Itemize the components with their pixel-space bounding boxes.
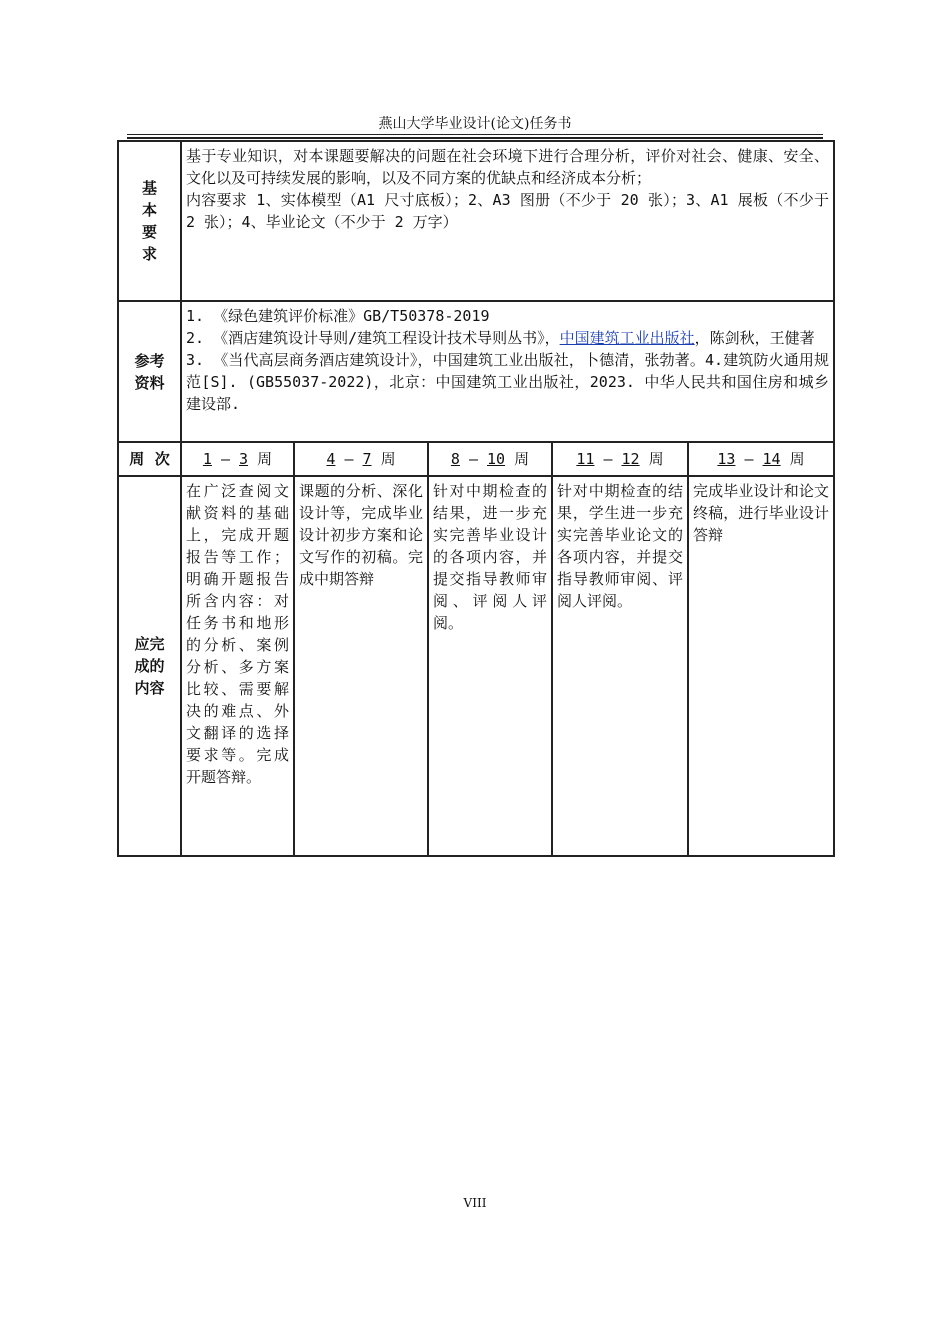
content-cell-week-8-10: 针对中期检查的结果，进一步充实完善毕业设计的各项内容，并提交指导教师审阅、评阅人评阅。 [428, 476, 552, 856]
reference-item-2: 2. 《酒店建筑设计导则/建筑工程设计技术导则丛书》，中国建筑工业出版社，陈剑秋，王健著 [186, 329, 815, 347]
week-range-3: 8 — 10 周 [428, 442, 552, 476]
basic-requirements-row [118, 141, 834, 301]
basic-requirements-line: 内容要求 1、实体模型（A1 尺寸底板）；2、A3 图册（不少于 20 张）；3、A1 展板（不少于 2 张）；4、毕业论文（不少于 2 万字） [186, 191, 830, 231]
content-cell-week-4-7: 课题的分析、深化设计等，完成毕业设计初步方案和论文写作的初稿。完成中期答辩 [294, 476, 428, 856]
content-label: 应完 成的 内容 [118, 476, 181, 856]
weeks-row [118, 442, 834, 476]
content-cell-week-1-3: 在广泛查阅文献资料的基础上，完成开题报告等工作；明确开题报告所含内容：对任务书和地形的分析、案例分析、多方案比较、需要解决的难点、外文翻译的选择要求等。完成开题答辩。 [181, 476, 294, 856]
weeks-label: 周 次 [118, 442, 181, 476]
publisher-link[interactable]: 中国建筑工业出版社 [559, 329, 695, 347]
task-table [117, 140, 835, 857]
week-range-2: 4 — 7 周 [294, 442, 428, 476]
content-cell-week-11-12: 针对中期检查的结果，学生进一步充实完善毕业论文的各项内容，并提交指导教师审阅、评阅人评阅。 [552, 476, 688, 856]
references-label: 参考 资料 [118, 301, 181, 442]
basic-requirements-label: 基 本 要 求 [118, 141, 181, 301]
content-cell-week-13-14: 完成毕业设计和论文终稿，进行毕业设计答辩 [688, 476, 834, 856]
basic-requirements-line: 基于专业知识，对本课题要解决的问题在社会环境下进行合理分析，评价对社会、健康、安全、文化以及可持续发展的影响，以及不同方案的优缺点和经济成本分析； [186, 147, 830, 187]
basic-requirements-content [181, 141, 834, 301]
week-range-1: 1 — 3 周 [181, 442, 294, 476]
content-row [118, 476, 834, 856]
week-range-5: 13 — 14 周 [688, 442, 834, 476]
page-header-title: 燕山大学毕业设计(论文)任务书 [378, 116, 572, 132]
header-rule-thin [127, 134, 823, 135]
page-number: VIII [463, 1196, 487, 1210]
references-row [118, 301, 834, 442]
header-rule-thick [127, 137, 823, 139]
week-range-4: 11 — 12 周 [552, 442, 688, 476]
reference-item-1: 1. 《绿色建筑评价标准》GB/T50378-2019 [186, 307, 490, 325]
references-content [181, 301, 834, 442]
reference-item-3: 3. 《当代高层商务酒店建筑设计》，中国建筑工业出版社，卜德清，张勃著。4.建筑防火通用规范[S]. (GB55037-2022)，北京：中国建筑工业出版社，2023. 中华人民共和国住房和城乡建设部. [186, 351, 830, 413]
